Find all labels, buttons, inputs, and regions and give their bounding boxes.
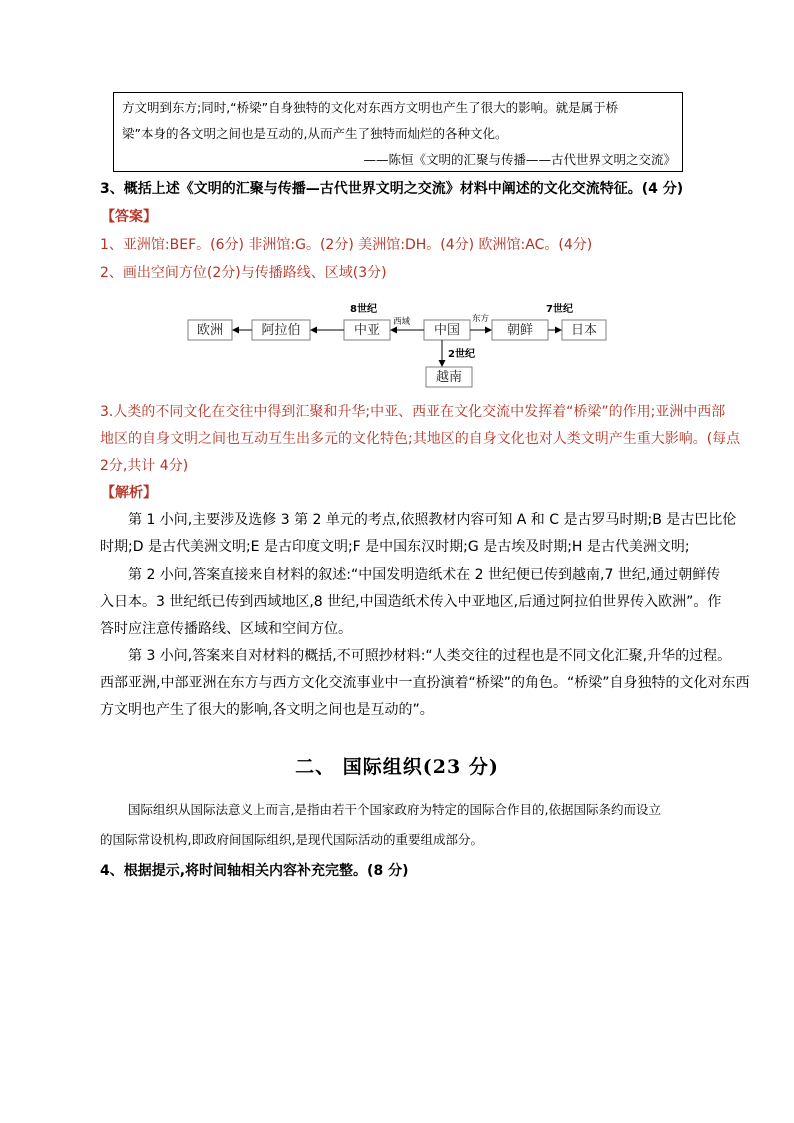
analysis-p2-line-3: 答时应注意传播路线、区域和空间方位。 [100, 621, 352, 637]
node-arabia-label: 阿拉伯 [261, 323, 301, 338]
node-central-asia-label: 中亚 [353, 323, 381, 338]
answer-2: 2、画出空间方位(2分)与传播路线、区域(3分) [100, 265, 387, 281]
section-2-heading: 二、 国际组织(23 分) [295, 756, 499, 778]
label-7th-century: 7世纪 [546, 304, 573, 315]
analysis-p3-line-1: 第 3 小问,答案来自对材料的概括,不可照抄材料:“人类交往的过程也是不同文化汇聚,升华的过程。 [128, 648, 732, 664]
label-8th-century: 8世纪 [350, 304, 377, 315]
paper-spread-diagram [180, 296, 620, 392]
quote-line-2: 梁”本身的各文明之间也是互动的,从而产生了独特而灿烂的各种文化。 [122, 126, 508, 141]
quote-source: ——陈恒《文明的汇聚与传播——古代世界文明之交流》 [363, 152, 676, 167]
answer-3-line-3: 2分,共计 4分) [100, 458, 189, 474]
quote-box [113, 92, 683, 172]
analysis-p2-line-1: 第 2 小问,答案直接来自材料的叙述:“中国发明造纸术在 2 世纪便已传到越南,7 世纪,通过朝鲜传 [128, 567, 721, 583]
analysis-p2-line-2: 入日本。3 世纪纸已传到西域地区,8 世纪,中国造纸术传入中亚地区,后通过阿拉伯世界传入欧洲”。作 [100, 594, 722, 610]
section-2-intro-line-2: 的国际常设机构,即政府间国际组织,是现代国际活动的重要组成部分。 [100, 832, 483, 847]
analysis-p3-line-3: 方文明也产生了很大的影响,各文明之间也是互动的”。 [100, 702, 434, 718]
answer-3-line-2: 地区的自身文明之间也互动互生出多元的文化特色;其地区的自身文化也对人类文明产生重大影响。(每点 [100, 431, 741, 447]
label-2nd-century: 2世纪 [448, 349, 475, 360]
analysis-tag: 【解析】 [101, 485, 157, 501]
analysis-p1-line-2: 时期;D 是古代美洲文明;E 是古印度文明;F 是中国东汉时期;G 是古埃及时期;H 是古代美洲文明; [100, 539, 690, 555]
answer-1: 1、亚洲馆:BEF。(6分) 非洲馆:G。(2分) 美洲馆:DH。(4分) 欧洲馆:AC。(4分) [100, 237, 593, 253]
analysis-p3-line-2: 西部亚洲,中部亚洲在东方与西方文化交流事业中一直扮演着“桥梁”的角色。“桥梁”自身独特的文化对东西 [100, 675, 750, 691]
label-western-regions: 西域 [393, 317, 411, 327]
question-4: 4、根据提示,将时间轴相关内容补充完整。(8 分) [100, 863, 409, 879]
node-korea-label: 朝鲜 [506, 323, 534, 338]
quote-line-1: 方文明到东方;同时,“桥梁”自身独特的文化对东西方文明也产生了很大的影响。就是属于桥 [122, 100, 619, 115]
analysis-p1-line-1: 第 1 小问,主要涉及选修 3 第 2 单元的考点,依照教材内容可知 A 和 C 是古罗马时期;B 是古巴比伦 [128, 512, 737, 528]
label-east: 东方 [472, 314, 490, 324]
answer-3-line-1: 3.人类的不同文化在交往中得到汇聚和升华;中亚、西亚在文化交流中发挥着“桥梁”的作用;亚洲中西部 [100, 404, 726, 420]
node-japan-label: 日本 [570, 323, 598, 338]
answer-tag: 【答案】 [101, 209, 157, 225]
node-china-label: 中国 [433, 323, 461, 338]
node-europe-label: 欧洲 [196, 323, 224, 338]
node-vietnam-label: 越南 [435, 370, 463, 385]
section-2-intro-line-1: 国际组织从国际法意义上而言,是指由若干个国家政府为特定的国际合作目的,依据国际条约而设立 [128, 802, 661, 817]
question-3: 3、概括上述《文明的汇聚与传播—古代世界文明之交流》材料中阐述的文化交流特征。(4 分) [100, 181, 684, 197]
